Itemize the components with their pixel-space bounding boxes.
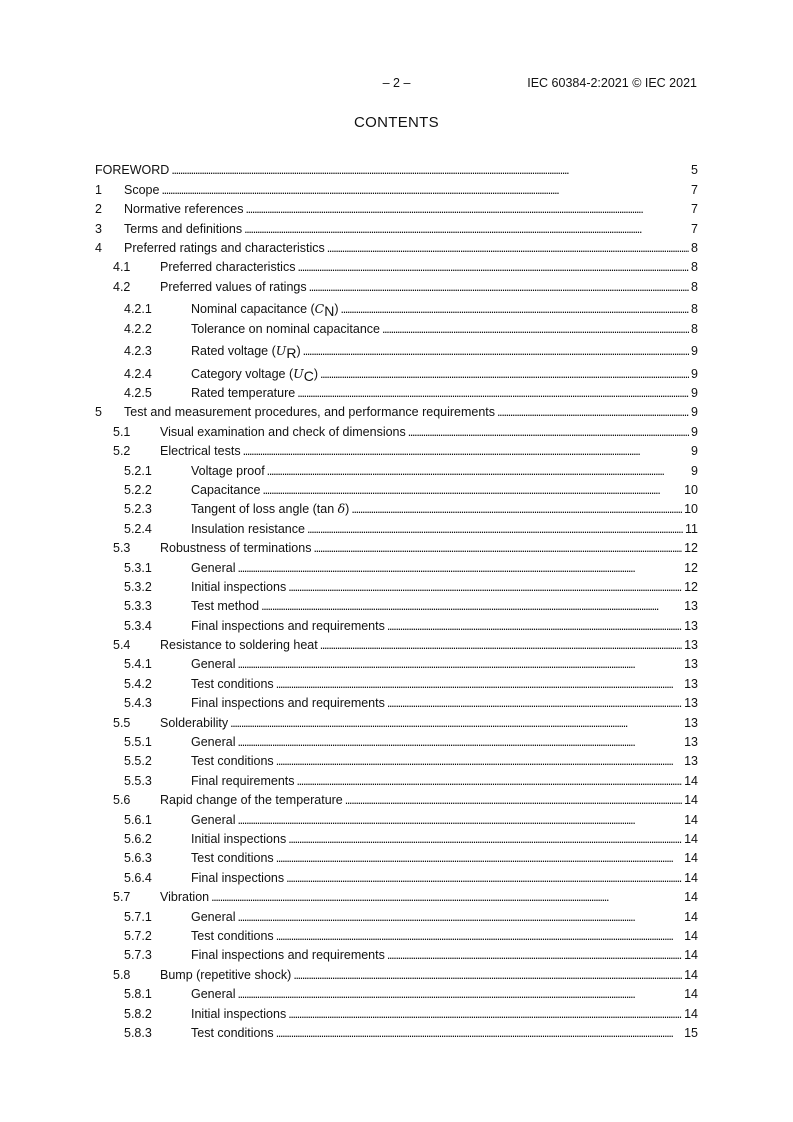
toc-entry-page: 14 [684,870,698,885]
toc-entry[interactable] [95,197,698,216]
toc-entry-label: Final inspections and requirements [191,618,385,633]
toc-entry[interactable] [95,458,698,477]
toc-entry-number: 5.8.1 [124,987,152,1002]
dot-leader [276,677,682,691]
dot-leader [293,968,682,982]
toc-entry-label: Scope [124,182,160,197]
toc-entry[interactable] [95,381,698,400]
dot-leader [243,444,689,458]
toc-entry-number: 4.2.1 [124,302,152,317]
dot-leader [230,716,682,730]
toc-entry-label: Initial inspections [191,1006,287,1021]
dot-leader [288,1007,682,1021]
math-symbol: δ [337,501,346,517]
dot-leader [288,580,682,594]
dot-leader [263,483,683,497]
toc-entry-label: Test conditions [191,928,274,943]
toc-entry-label: General [191,560,236,575]
toc-entry-label: Visual examination and check of dimensions [160,424,406,439]
dot-leader [387,696,682,710]
toc-entry[interactable] [95,982,698,1001]
toc-entry[interactable] [95,730,698,749]
toc-entry-label: Preferred ratings and characteristics [124,240,325,255]
toc-entry-page: 8 [691,240,698,255]
toc-entry-number: 5.4.1 [124,657,152,672]
toc-entry-label: Preferred characteristics [160,260,296,275]
toc-entry-page: 13 [684,735,698,750]
toc-entry-number: 5.6 [113,793,131,808]
toc-entry[interactable] [95,943,698,962]
toc-entry[interactable] [95,671,698,690]
toc-entry-page: 10 [684,502,698,517]
toc-entry-number: 5.4 [113,638,131,653]
toc-entry-label: Test conditions [191,1025,274,1040]
toc-entry-number: 5.2.3 [124,502,152,517]
toc-entry-number: 1 [95,182,102,197]
dot-leader [307,522,683,536]
toc-entry-page: 10 [684,482,698,497]
toc-entry-number: 5.3 [113,541,131,556]
toc-entry-label: Resistance to soldering heat [160,638,318,653]
standard-reference: IEC 60384-2:2021 © IEC 2021 [527,76,697,90]
dot-leader [345,793,682,807]
toc-entry-label: Final inspections and requirements [191,696,385,711]
toc-entry[interactable] [95,846,698,865]
toc-entry[interactable] [95,827,698,846]
toc-entry[interactable] [95,885,698,904]
toc-entry[interactable] [95,177,698,196]
toc-entry-number: 4.2.3 [124,344,152,359]
toc-entry[interactable] [95,478,698,497]
dot-leader [387,619,682,633]
toc-entry[interactable] [95,768,698,787]
dot-leader [237,735,682,749]
toc-entry-label: General [191,812,236,827]
dot-leader [297,386,689,400]
toc-entry-page: 14 [684,812,698,827]
toc-entry-page: 8 [691,302,698,317]
toc-entry-page: 14 [684,928,698,943]
dot-leader [288,832,682,846]
toc-entry-number: 4.1 [113,260,131,275]
toc-entry-page: 14 [684,967,698,982]
toc-entry-page: 8 [691,260,698,275]
math-subscript: R [286,345,297,362]
toc-entry-label: Normative references [124,202,244,217]
dot-leader [382,322,689,336]
toc-entry-number: 5.6.4 [124,870,152,885]
toc-entry-page: 14 [684,909,698,924]
toc-entry-label: Category voltage $(U_C)$ [191,365,318,384]
toc-entry-page: 9 [691,386,698,401]
toc-entry-page: 9 [691,344,698,359]
toc-entry[interactable] [95,691,698,710]
dot-leader [320,638,682,652]
page-title: CONTENTS [354,114,439,131]
toc-entry-label: Capacitance [191,482,261,497]
toc-entry-number: 5.1 [113,424,131,439]
toc-entry-page: 13 [684,638,698,653]
toc-entry-page: 14 [684,1006,698,1021]
toc-entry-label: Insulation resistance [191,521,305,536]
toc-entry[interactable] [95,536,698,555]
toc-entry-label: Robustness of terminations [160,541,312,556]
dot-leader [297,260,689,274]
toc-entry-page: 9 [691,444,698,459]
page-number: – 2 – [382,76,411,90]
toc-entry-page: 11 [685,521,698,536]
math-subscript: C [303,367,314,384]
toc-entry-page: 14 [684,773,698,788]
toc-entry-number: 5.3.1 [124,560,152,575]
toc-entry-number: 2 [95,202,102,217]
toc-entry-number: 5.7.2 [124,928,152,943]
toc-entry-number: 5.6.3 [124,851,152,866]
toc-entry-page: 8 [691,321,698,336]
toc-entry[interactable] [95,255,698,274]
math-subscript: N [324,303,335,320]
dot-leader [276,929,682,943]
toc-entry-label: Rated voltage $(U_R)$ [191,343,301,362]
toc-entry-label: Test method [191,599,260,614]
math-symbol: C [314,301,325,317]
toc-entry[interactable] [95,497,698,516]
toc-entry-page: 14 [684,987,698,1002]
toc-entry-number: 4.2.2 [124,321,152,336]
toc-entry-label: Voltage proof [191,463,265,478]
toc-entry[interactable] [95,419,698,438]
toc-entry-page: 13 [684,696,698,711]
toc-entry-page: 13 [684,599,698,614]
dot-leader [497,405,689,419]
dot-leader [276,851,682,865]
toc-entry-number: 5.4.3 [124,696,152,711]
toc-entry-number: 5.3.4 [124,618,152,633]
toc-entry[interactable] [95,1001,698,1020]
toc-entry-label: Terms and definitions [124,221,243,236]
toc-entry-number: 5.7 [113,890,131,905]
toc-entry-page: 13 [684,618,698,633]
toc-entry-label: FOREWORD [95,163,170,178]
table-of-contents [95,158,698,1040]
toc-entry[interactable] [95,652,698,671]
toc-entry-number: 5.2.4 [124,521,152,536]
toc-entry-number: 5.6.2 [124,832,152,846]
toc-entry[interactable] [95,316,698,335]
toc-entry-number: 5.6.1 [124,812,152,827]
toc-entry-page: 14 [684,851,698,866]
toc-entry-number: 5.5.1 [124,735,152,750]
toc-entry-page: 12 [684,541,698,556]
toc-entry-number: 3 [95,221,102,236]
toc-entry-label: General [191,735,236,750]
math-symbol: U [293,365,304,381]
toc-entry-page: 7 [691,202,698,217]
toc-entry-page: 8 [691,279,698,294]
toc-entry-number: 5.5 [113,715,131,730]
toc-entry[interactable] [95,400,698,419]
toc-entry-page: 15 [684,1025,698,1040]
toc-entry-number: 5.8 [113,967,131,982]
toc-entry-number: 5.8.2 [124,1006,152,1021]
dot-leader [297,774,683,788]
toc-entry-page: 14 [684,793,698,808]
dot-leader [303,344,689,358]
toc-entry-number: 5.8.3 [124,1025,152,1040]
toc-entry-number: 5.2.2 [124,482,152,497]
toc-entry-label: Nominal capacitance $(C_N)$ [191,301,339,320]
dot-leader [276,1026,682,1040]
toc-entry-page: 14 [684,832,698,846]
toc-entry-number: 5.4.2 [124,676,152,691]
toc-entry[interactable] [95,807,698,826]
toc-entry-page: 12 [684,579,698,594]
dot-leader [246,202,690,216]
toc-entry-page: 13 [684,715,698,730]
toc-entry-label: General [191,657,236,672]
toc-entry[interactable] [95,555,698,574]
toc-entry-label: Final inspections [191,870,285,885]
dot-leader [237,987,682,1001]
toc-entry[interactable] [95,962,698,981]
dot-leader [261,599,682,613]
toc-entry[interactable] [95,336,698,362]
toc-entry-label: Electrical tests [160,444,241,459]
toc-entry-label: General [191,909,236,924]
dot-leader [161,183,689,197]
toc-entry[interactable] [95,594,698,613]
toc-entry-number: 5.3.3 [124,599,152,614]
toc-entry-page: 9 [691,424,698,439]
toc-entry[interactable] [95,633,698,652]
toc-entry-label: Test conditions [191,754,274,769]
toc-entry-page: 13 [684,657,698,672]
toc-entry-label: Tolerance on nominal capacitance [191,321,381,336]
toc-entry-label: Rated temperature [191,386,296,401]
toc-entry[interactable] [95,516,698,535]
toc-entry[interactable] [95,613,698,632]
toc-entry-label: Rapid change of the temperature [160,793,343,808]
toc-entry-number: 5.2.1 [124,463,152,478]
toc-entry[interactable] [95,710,698,729]
toc-entry-page: 13 [684,754,698,769]
toc-entry[interactable] [95,904,698,923]
toc-entry[interactable] [95,294,698,320]
toc-entry-label: General [191,987,236,1002]
toc-entry-label: Solderability [160,715,229,730]
toc-entry-label: Bump (repetitive shock) [160,967,292,982]
dot-leader [286,871,682,885]
toc-entry-number: 5 [95,405,102,420]
toc-entry-label: Initial inspections [191,832,287,846]
dot-leader [244,222,689,236]
dot-leader [276,754,682,768]
toc-entry[interactable] [95,236,698,255]
toc-entry-label: Final inspections and requirements [191,948,385,963]
math-symbol: U [275,343,287,359]
toc-entry-page: 7 [691,182,698,197]
toc-entry-label: Vibration [160,890,210,905]
dot-leader [341,302,690,316]
toc-entry-number: 5.5.2 [124,754,152,769]
toc-entry-label: Initial inspections [191,579,287,594]
dot-leader [320,367,689,381]
toc-entry-number: 5.7.3 [124,948,152,963]
toc-entry-label: Test conditions [191,851,274,866]
dot-leader [387,948,682,962]
toc-entry-label: Test and measurement procedures, and performance requirements [124,405,496,420]
toc-entry-page: 9 [691,366,698,381]
toc-entry-page: 12 [684,560,698,575]
toc-entry-number: 4.2.5 [124,386,152,401]
toc-entry-page: 5 [691,163,698,178]
toc-entry-number: 4.2 [113,279,131,294]
toc-entry[interactable] [95,274,698,293]
dot-leader [351,502,682,516]
toc-entry-page: 14 [684,890,698,905]
toc-entry-label: Test conditions [191,676,274,691]
toc-entry[interactable] [95,575,698,594]
toc-entry-page: 9 [691,463,698,478]
dot-leader [408,425,689,439]
toc-entry-number: 5.5.3 [124,773,152,788]
dot-leader [327,241,689,255]
toc-entry-label: Final requirements [191,773,295,788]
toc-entry-page: 9 [691,405,698,420]
toc-entry-number: 5.2 [113,444,131,459]
dot-leader [237,657,682,671]
toc-entry-page: 7 [691,221,698,236]
dot-leader [171,163,689,177]
toc-entry[interactable] [95,216,698,235]
toc-entry-number: 5.3.2 [124,579,152,594]
toc-entry-number: 4.2.4 [124,366,152,381]
toc-entry[interactable] [95,158,698,177]
dot-leader [237,813,682,827]
toc-entry[interactable] [95,865,698,884]
toc-entry[interactable] [95,924,698,943]
toc-entry-page: 14 [684,948,698,963]
toc-entry-number: 5.7.1 [124,909,152,924]
dot-leader [267,464,689,478]
toc-entry[interactable] [95,439,698,458]
dot-leader [237,910,682,924]
dot-leader [211,890,682,904]
toc-entry-label: Tangent of loss angle (tan δ) [191,501,350,517]
toc-entry-label: Preferred values of ratings [160,279,307,294]
dot-leader [237,561,682,575]
dot-leader [313,541,682,555]
toc-entry[interactable] [95,1021,698,1040]
toc-entry-number: 4 [95,240,102,255]
toc-entry-page: 13 [684,676,698,691]
toc-entry[interactable] [95,788,698,807]
dot-leader [309,280,689,294]
toc-entry[interactable] [95,358,698,384]
toc-entry[interactable] [95,749,698,768]
